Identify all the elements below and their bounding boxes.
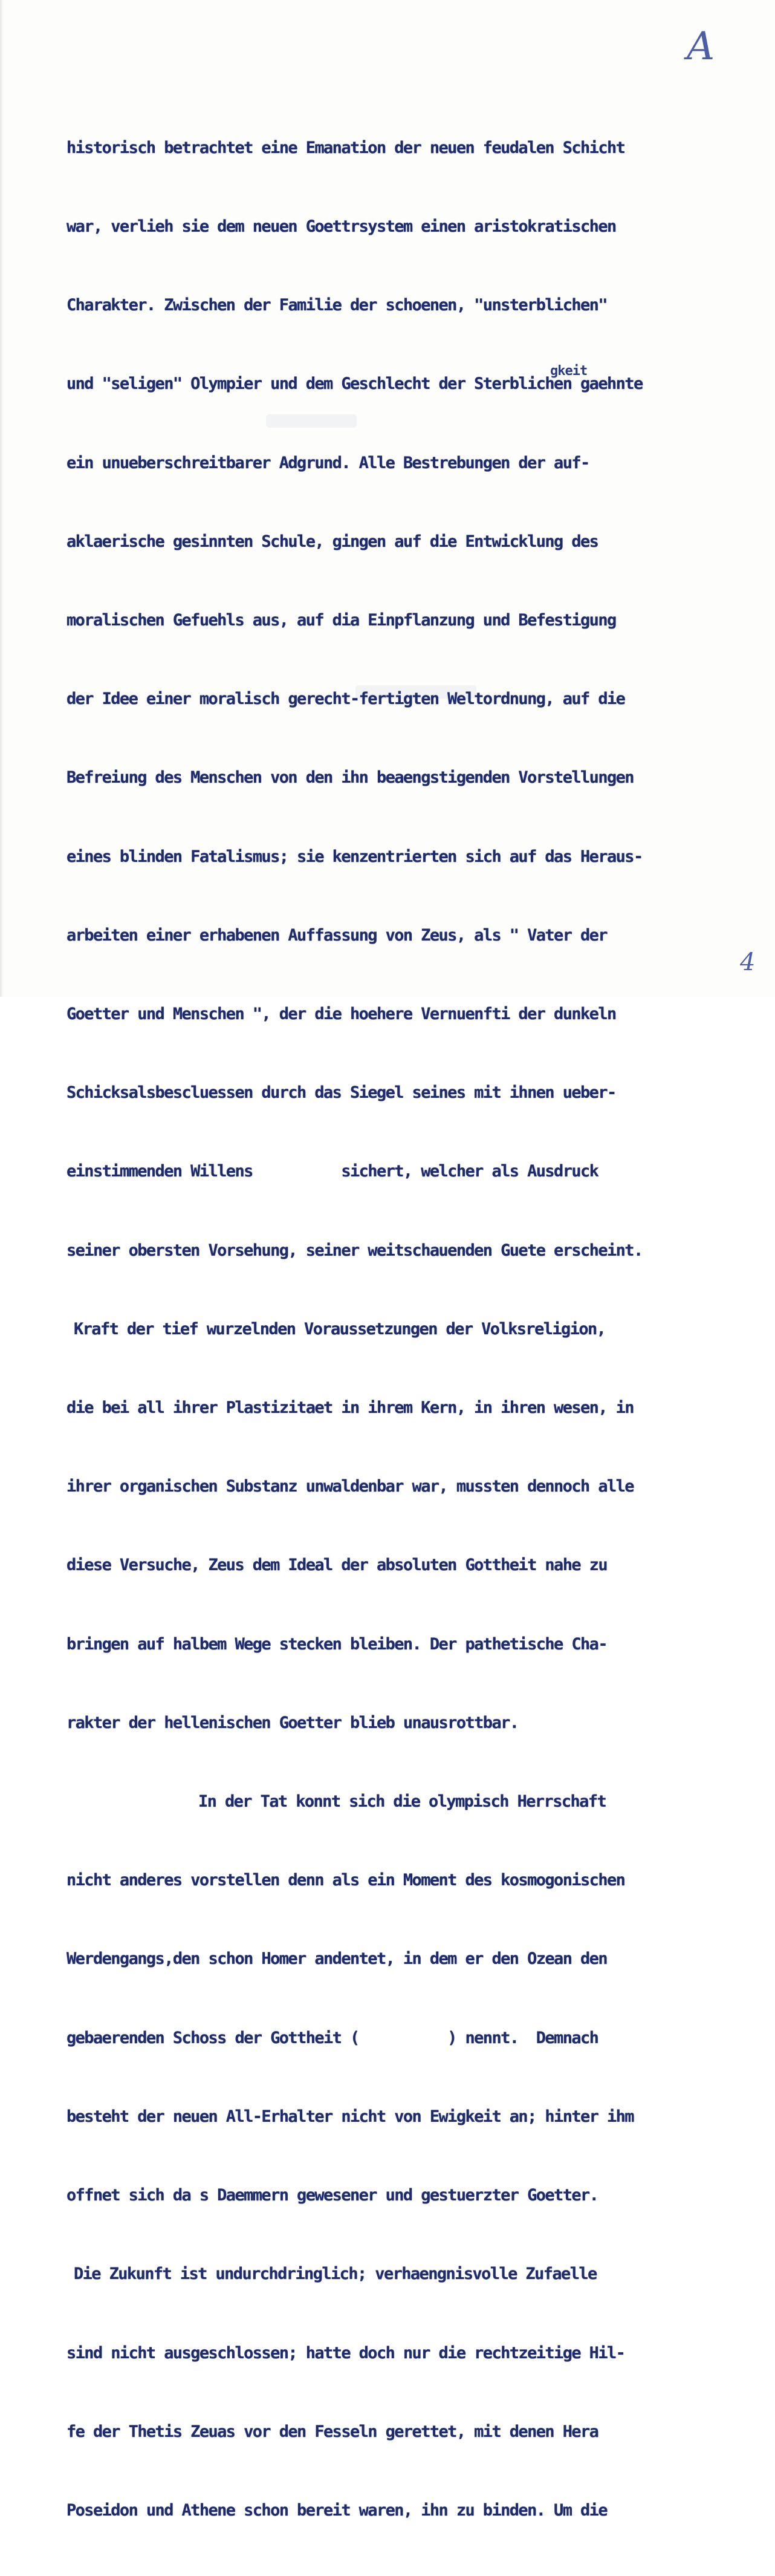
text-line: Charakter. Zwischen der Familie der schoenen, "unsterblichen" xyxy=(66,296,607,315)
text-line: fe der Thetis Zeuas vor den Fesseln gerettet, mit denen Hera xyxy=(66,2422,598,2441)
handwritten-insertion: gkeit xyxy=(550,364,588,379)
text-line: Goetter und Menschen ", der die hoehere Vernuenfti der dunkeln xyxy=(66,1005,616,1024)
text-line: ihrer organischen Substanz unwaldenbar war, mussten dennoch alle xyxy=(66,1477,634,1496)
text-line: sind nicht ausgeschlossen; hatte doch nur die rechtzeitige Hil- xyxy=(66,2343,625,2362)
text-line: der Idee einer moralisch gerecht-fertigten Weltordnung, auf die xyxy=(66,690,625,709)
text-line: bringen auf halbem Wege stecken bleiben. Der pathetische Cha- xyxy=(66,1634,607,1654)
text-line: besteht der neuen All-Erhalter nicht von Ewigkeit an; hinter ihm xyxy=(66,2107,634,2126)
text-line: seiner obersten Vorsehung, seiner weitschauenden Guete erscheint. xyxy=(66,1241,643,1260)
text-line: Poseidon und Athene schon bereit waren, ihn zu binden. Um die xyxy=(66,2500,607,2520)
text-line: diese Versuche, Zeus dem Ideal der absoluten Gottheit nahe zu xyxy=(66,1556,607,1575)
page-edge-shadow xyxy=(0,0,4,997)
text-line: gebaerenden Schoss der Gottheit ( ) nennt. Demnach xyxy=(66,2028,598,2047)
text-line: aklaerische gesinnten Schule, gingen auf die Entwicklung des xyxy=(66,532,598,551)
text-line: einstimmenden Willens sichert, welcher als Ausdruck xyxy=(66,1162,598,1181)
text-line: war, verlieh sie dem neuen Goettrsystem einen aristokratischen xyxy=(66,217,616,236)
text-line: ein unueberschreitbarer Adgrund. Alle Bestrebungen der auf- xyxy=(66,453,589,472)
text-line: arbeiten einer erhabenen Auffassung von Zeus, als " Vater der xyxy=(66,925,607,945)
paragraph-start-line: In der Tat konnt sich die olympisch Herrschaft xyxy=(198,1792,606,1811)
text-line: Schicksalsbescluessen durch das Siegel seines mit ihnen ueber- xyxy=(66,1083,616,1103)
text-line: rakter der hellenischen Goetter blieb unausrottbar. xyxy=(66,1713,519,1732)
corner-handwritten-mark: A xyxy=(687,24,715,69)
text-line: nicht anderes vorstellen denn als ein Moment des kosmogonischen xyxy=(66,1871,625,1890)
text-line: und "seligen" Olympier und dem Geschlecht der Sterblichen gaehnte xyxy=(66,374,643,394)
text-line: Werdengangs,den schon Homer andentet, in dem er den Ozean den xyxy=(66,1949,607,1969)
typed-body-text xyxy=(66,82,719,2576)
text-line: offnet sich da s Daemmern gewesener und gestuerzter Goetter. xyxy=(66,2186,598,2205)
text-line: eines blinden Fatalismus; sie kenzentrierten sich auf das Heraus- xyxy=(66,847,643,866)
text-line: Die Zukunft ist undurchdringlich; verhaengnisvolle Zufaelle xyxy=(74,2265,597,2284)
text-line: die bei all ihrer Plastizitaet in ihrem Kern, in ihren wesen, in xyxy=(66,1398,634,1418)
handwritten-page-number: 4 xyxy=(740,948,756,976)
text-line: Befreiung des Menschen von den ihn beaengstigenden Vorstellungen xyxy=(66,768,634,787)
text-line: Kraft der tief wurzelnden Voraussetzungen der Volksreligion, xyxy=(74,1319,606,1339)
text-line: historisch betrachtet eine Emanation der neuen feudalen Schicht xyxy=(66,138,625,157)
text-line: moralischen Gefuehls aus, auf dia Einpflanzung und Befestigung xyxy=(66,611,616,630)
